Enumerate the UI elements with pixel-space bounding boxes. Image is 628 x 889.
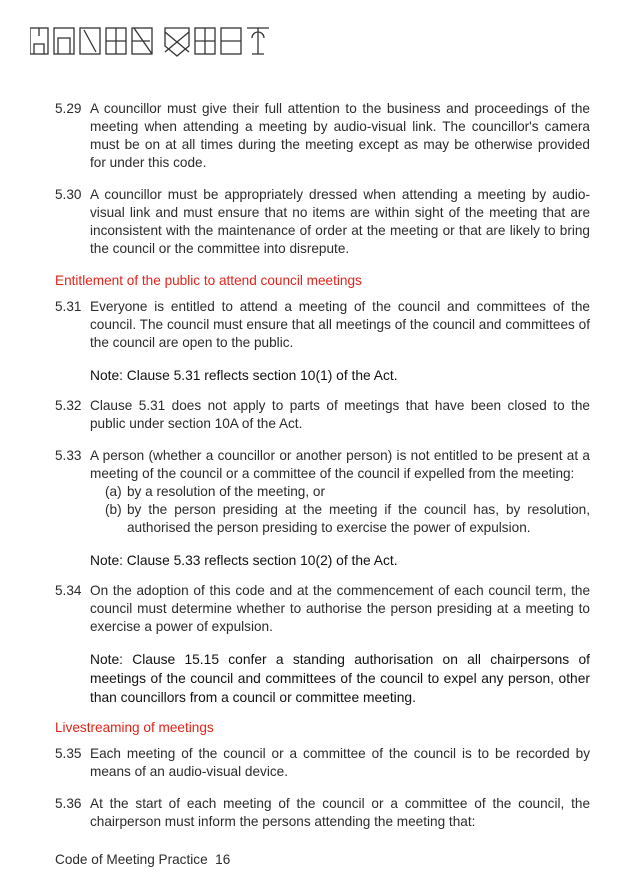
clause-text: A person (whether a councillor or another person) is not entitled to be present at a meeting of the council or a committee of the council if expelled from the meeting: xyxy=(90,448,590,481)
section-heading-public-entitlement: Entitlement of the public to attend council meetings xyxy=(55,273,362,288)
clause-number: 5.35 xyxy=(55,746,82,761)
clause-5-35 xyxy=(55,745,590,781)
clause-number: 5.30 xyxy=(55,187,82,202)
note-5-31: Note: Clause 5.31 reflects section 10(1) of the Act. xyxy=(90,368,398,383)
clause-5-36 xyxy=(55,795,590,831)
clause-text: Clause 5.31 does not apply to parts of meetings that have been closed to the public under section 10A of the Act. xyxy=(90,398,590,431)
sub-item-text: by the person presiding at the meeting if the council has, by resolution, authorised the person presiding to exercise the power of expulsion. xyxy=(127,502,590,535)
sub-item-label: (a) xyxy=(105,484,122,499)
clause-text: A councillor must be appropriately dressed when attending a meeting by audio-visual link and must ensure that no items are within sight of the meeting that are inconsistent with the maintenance of order at the meeting or that are likely to bring the council or the committee into disrepute. xyxy=(90,187,590,256)
clause-number: 5.31 xyxy=(55,299,82,314)
clause-number: 5.32 xyxy=(55,398,82,413)
sub-item-b xyxy=(105,501,590,537)
note-15-15: Note: Clause 15.15 confer a standing authorisation on all chairpersons of meetings of the council and committees of the council to expel any person, other than councillors from a council or committee meeting. xyxy=(90,652,590,705)
clause-number: 5.29 xyxy=(55,101,82,116)
sub-item-text: by a resolution of the meeting, or xyxy=(127,484,325,499)
clause-5-33 xyxy=(55,447,590,537)
sub-item-a xyxy=(105,483,590,501)
sub-item-label: (b) xyxy=(105,502,122,517)
clause-5-31 xyxy=(55,298,590,352)
clause-number: 5.34 xyxy=(55,583,82,598)
section-heading-livestreaming: Livestreaming of meetings xyxy=(55,720,214,735)
clause-5-34 xyxy=(55,582,590,636)
clause-number: 5.36 xyxy=(55,796,82,811)
clause-number: 5.33 xyxy=(55,448,82,463)
clause-text: On the adoption of this code and at the commencement of each council term, the council must determine whether to authorise the person presiding at a meeting to exercise a power of expulsion. xyxy=(90,583,590,634)
clause-text: A councillor must give their full attention to the business and proceedings of the meeting when attending a meeting by audio-visual link. The councillor's camera must be on at all times during the meeting except as may be otherwise provided for under this code. xyxy=(90,101,590,170)
page-footer: Code of Meeting Practice 16 xyxy=(55,852,231,867)
clause-text: At the start of each meeting of the council or a committee of the council, the chairperson must inform the persons attending the meeting that: xyxy=(90,796,590,829)
clause-text: Each meeting of the council or a committee of the council is to be recorded by means of an audio-visual device. xyxy=(90,746,590,779)
note-5-33: Note: Clause 5.33 reflects section 10(2) of the Act. xyxy=(90,553,398,568)
clause-text: Everyone is entitled to attend a meeting of the council and committees of the council. The council must ensure that all meetings of the council and committees of the council are open to the public. xyxy=(90,299,590,350)
clause-5-32 xyxy=(55,397,590,433)
clause-5-30 xyxy=(55,186,590,258)
clause-5-29 xyxy=(55,100,590,172)
